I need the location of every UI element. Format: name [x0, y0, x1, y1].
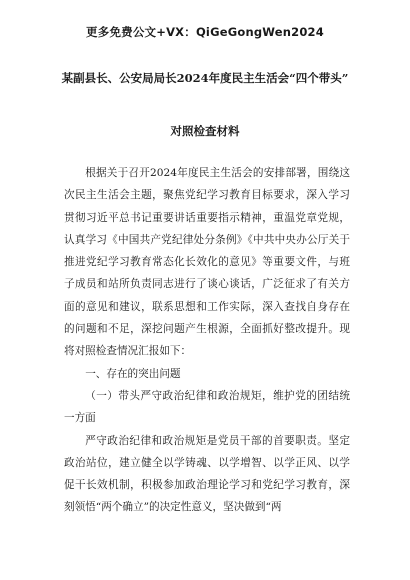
intro-paragraph: 根据关于召开2024年度民主生活会的安排部署，围绕这次民主生活会主题，聚焦党纪学习教育目标要求，深入学习贯彻习近平总书记重要讲话重要指示精神，重温党章党规，认真学习《中国共产党纪律处分条例》《中共中央办公厅关于推进党纪学习教育常态化长效化的意见》等重要文件，与班子成员和站所负责同志进行了谈心谈话，广泛征求了有关方面的意见和建议，联系思想和工作实际，深入查找自身存在的问题和不足，深挖问题产生根源，全面抓好整改提升。现将对照检查情况汇报如下：: [64, 167, 350, 358]
subsection-heading: （一）带头严守政治纪律和政治规矩，维护党的团结统一方面: [64, 389, 350, 425]
document-title: 某副县长、公安局局长2024年度民主生活会“四个带头”: [61, 71, 349, 85]
document-body: [64, 162, 350, 519]
document-subtitle: 对照检查材料: [170, 124, 240, 138]
promo-header: 更多免费公文+VX：QiGeGongWen2024: [86, 25, 324, 39]
section-heading: 一、存在的突出问题: [85, 367, 181, 380]
body-paragraph: 严守政治纪律和政治规矩是党员干部的首要职责。坚定政治站位，建立健全以学铸魂、以学增智、以学正风、以学促干长效机制，积极参加政治理论学习和党纪学习教育，深刻领悟“两个确立”的决定性意义，坚决做到“两: [64, 434, 350, 514]
